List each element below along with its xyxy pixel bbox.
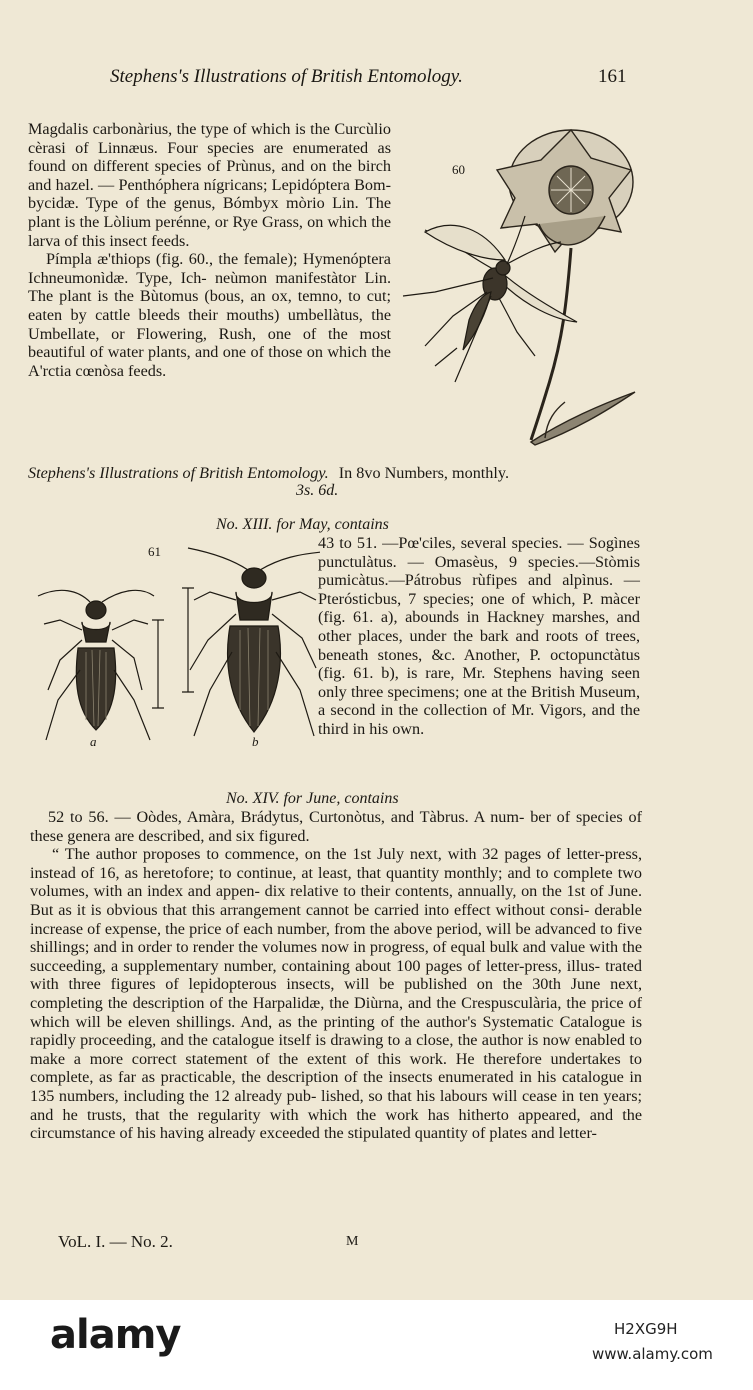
text-line: rùfipes and alpìnus. — Pterósticbus, 7 <box>318 571 640 608</box>
text-line: Magdalis carbonàrius, the type of which is <box>28 120 306 138</box>
text-line: 30th June next, completing the description of the Harpalidæ, the Diùrna, <box>30 975 643 1012</box>
text-line: trated with three figures of lepidopterous insects, will be published on the <box>30 956 642 994</box>
advert-line <box>28 464 648 483</box>
text-line: Hymenóptera Ichneumonìdæ. Type, Ich- <box>28 250 391 287</box>
text-line: as the printing of the author's Systematic Catalogue is rapidly proceeding, <box>30 1012 642 1050</box>
text-line: derable increase of expense, the price of each number, from the above <box>30 900 642 938</box>
figure-61-label: 61 <box>148 544 161 559</box>
size-bar-b <box>182 588 194 692</box>
text-line: volumes now in progress, of equal bulk and value with the succeeding, a <box>30 938 642 975</box>
paragraph-issue-13 <box>318 534 640 739</box>
text-line: by cattle bleeds their mouths) umbellàtus, <box>70 305 363 324</box>
alamy-logo: alamy <box>50 1312 181 1358</box>
paragraph-issue-14-contents <box>30 808 642 845</box>
volume-number: VoL. I. — No. 2. <box>58 1232 173 1251</box>
text-line: period, will be advanced to five shillings; and in order to render the <box>30 919 643 957</box>
text-line: enumerated in his catalogue in 135 numbers, including the 12 already pub- <box>30 1068 643 1105</box>
text-line: are enumerated as found on different species <box>28 138 392 176</box>
text-line: feeds. <box>151 231 190 250</box>
text-line: of letter-press, instead of 16, as heretofore; to continue, at least, that <box>30 845 643 882</box>
page-footer <box>34 1232 634 1256</box>
text-line: quantity monthly; and to complete two volumes, with an index and appen- <box>30 863 642 901</box>
text-line: P. octopunctàtus (fig. 61. b), is rare, <box>318 645 640 683</box>
text-line: — Sogìnes punctulàtus. — Omasèus, 9 <box>318 534 640 571</box>
image-id: H2XG9H <box>614 1320 678 1338</box>
issue-13-text <box>318 534 640 739</box>
text-line: obvious that this arrangement cannot be carried into effect without consi- <box>106 900 590 919</box>
text-line: of Prùnus, and on the birch and hazel. <box>28 157 391 194</box>
text-line: “ The author proposes to commence, on the 1st July next, with 32 pages <box>52 845 542 864</box>
text-line: make a more correct statement of the extent of this work. He therefore <box>30 1049 542 1068</box>
issue-14-heading: No. XIV. for June, contains <box>226 790 399 807</box>
text-line: other places, under the bark and roots <box>318 626 579 645</box>
text-line: of trees, beneath stones, &c. Another, <box>318 626 640 664</box>
figure-60-label: 60 <box>452 162 465 177</box>
paragraph-magdalis <box>28 120 391 250</box>
text-line: 52 to 56. — Oòdes, Amàra, Brádytus, Curtonòtus, and Tàbrus. A num- <box>48 808 525 826</box>
issue-14-text <box>30 808 642 1143</box>
beetle-a <box>38 590 154 740</box>
text-line: Bùtomus (bous, an ox, temno, to cut; eaten <box>28 287 392 324</box>
figure-61-a-label: a <box>90 734 97 749</box>
text-line: lished, so that his labours will cease in ten years; and he trusts, that the <box>30 1086 642 1124</box>
advert-title: Stephens's Illustrations of British Entomology. <box>28 464 329 482</box>
issue-13-heading: No. XIII. for May, contains <box>216 516 389 533</box>
text-line: neùmon manifestàtor Lin. The plant is the <box>28 268 392 306</box>
paragraph-author-announcement <box>30 845 642 1143</box>
text-line: undertakes to complete, as far as practicable, the description of the insects <box>30 1049 643 1087</box>
text-line: of his having already exceeded the stipulated quantity of plates and letter- <box>119 1124 597 1143</box>
text-line: Pímpla æ'thiops (fig. 60., the female); <box>46 250 298 269</box>
text-line: Rye Grass, on which the larva of this insect <box>28 212 392 250</box>
text-line: 61. a), abounds in Hackney marshes, and <box>353 608 641 627</box>
text-line: a second in the collection of Mr. <box>318 701 535 720</box>
text-line: of those on which the A'rctia cœnòsa feeds. <box>28 343 391 380</box>
text-line: species; one of which, P. màcer (fig. <box>318 589 640 627</box>
text-line: specimens; one at the British Museum, <box>387 682 640 701</box>
column-text-top <box>28 120 391 380</box>
running-title: Stephens's Illustrations of British Entomology. <box>110 66 463 87</box>
beetle-b <box>188 548 320 736</box>
size-bar-a <box>152 620 164 708</box>
page-number: 161 <box>598 66 627 87</box>
figure-61-illustration <box>30 540 320 780</box>
text-line: bycidæ. Type of the genus, Bómbyx mòrio <box>28 194 325 213</box>
text-line: and the Crespusculària, the price of which will be eleven shillings. And, <box>30 993 642 1031</box>
text-line: — Penthóphera nígricans; Lepidóptera Bom- <box>98 175 391 194</box>
running-head <box>40 66 670 96</box>
text-line: Vigors, and the third in his own. <box>318 701 641 738</box>
text-line: the Curcùlio cèrasi of Linnæus. Four species <box>28 120 392 157</box>
text-line: and the catalogue itself is drawing to a close, the author is now enabled to <box>160 1031 642 1050</box>
text-line: Lin. The plant is the Lòlium perénne, or <box>28 194 392 231</box>
text-line: supplementary number, containing about 100 pages of letter-press, illus- <box>123 956 601 975</box>
text-line: the Umbellate, or Flowering, Rush, one of <box>28 305 392 343</box>
banner-url: www.alamy.com <box>592 1345 713 1363</box>
advert-price: 3s. 6d. <box>296 482 339 499</box>
text-line: species.—Stòmis pumicàtus.—Pátrobus <box>318 552 640 590</box>
text-line: Mr. Stephens having seen only three <box>318 664 640 701</box>
text-line: regularity with which the work has hitherto appeared, and the circumstance <box>30 1105 643 1143</box>
figure-60-illustration <box>395 120 645 460</box>
text-line: 43 to 51. —Pœ'ciles, several species. <box>318 534 563 552</box>
advert-format: In 8vo Numbers, monthly. <box>338 464 509 482</box>
figure-61-b-label: b <box>252 734 259 749</box>
paragraph-pimpla <box>28 250 391 380</box>
text-line: the most beautiful of water plants, and one <box>28 324 392 362</box>
text-line: dix relative to their contents, annually, on the 1st of June. But as it is <box>30 882 642 919</box>
text-line: ber of species of these genera are described, and six figured. <box>30 808 643 845</box>
signature-mark: M <box>346 1234 359 1249</box>
